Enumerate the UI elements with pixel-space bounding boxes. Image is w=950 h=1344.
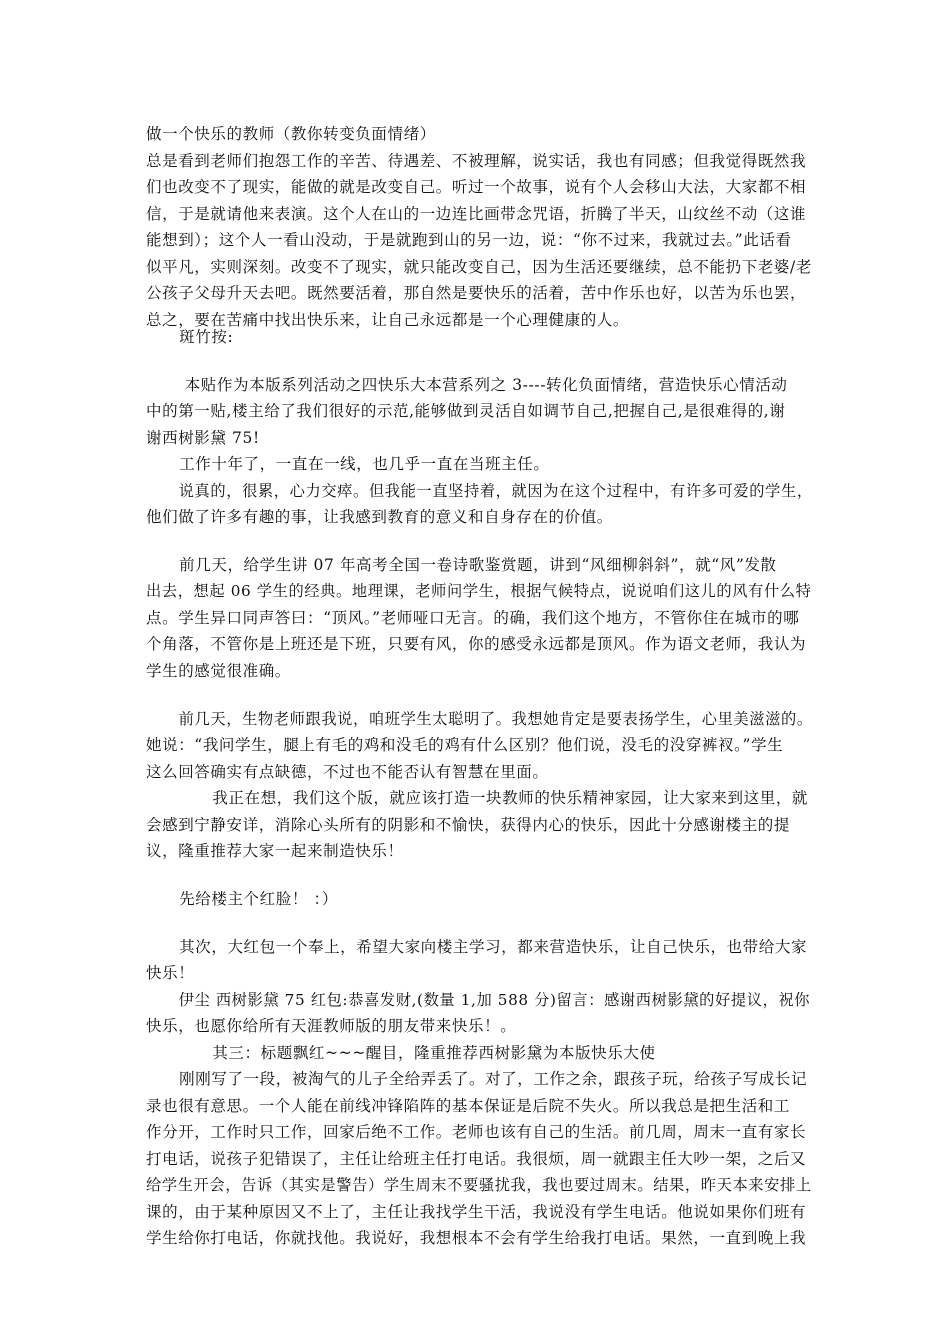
moderator-note-heading: 斑竹按: [146, 328, 234, 346]
text-line: 能想到）；这个人一看山没动，于是就跑到山的另一边，说：“你不过来，我就过去。”此话看 [146, 231, 792, 249]
text-line: 刚刚写了一段，被淘气的儿子全给弄丢了。对了，工作之余，跟孩子玩，给孩子写成长记 [146, 1070, 808, 1088]
text-line: 们也改变不了现实，能做的就是改变自己。听过一个故事，说有个人会移山大法，大家都不相 [146, 178, 807, 196]
text-line: 点。学生异口同声答曰：“顶风。”老师哑口无言。的确，我们这个地方，不管你住在城市的哪 [146, 609, 800, 627]
text-line: 总之，要在苦痛中找出快乐来，让自己永远都是一个心理健康的人。 [146, 311, 630, 329]
text-line: 会感到宁静安详，消除心头所有的阴影和不愉快，获得内心的快乐，因此十分感谢楼主的提 [146, 816, 791, 834]
text-line: 录也很有意思。一个人能在前线冲锋陷阵的基本保证是后院不失火。所以我总是把生活和工 [146, 1097, 791, 1115]
text-line: 学生的感觉很准确。 [146, 662, 291, 680]
text-line: 信，于是就请他来表演。这个人在山的一边连比画带念咒语，折腾了半天，山纹丝不动（这谁 [146, 205, 807, 223]
document-title: 做一个快乐的教师（教你转变负面情绪） [146, 125, 436, 143]
text-line: 出去，想起 06 学生的经典。地理课，老师问学生，根据气候特点，说说咱们这儿的风有什么特 [146, 582, 812, 600]
text-line: 打电话，说孩子犯错误了，主任让给班主任打电话。我很烦，周一就跟主任大吵一架，之后又 [146, 1150, 807, 1168]
text-line: 似平凡，实则深刻。改变不了现实，就只能改变自己，因为生活还要继续，总不能扔下老婆/老 [146, 258, 812, 276]
text-line: 本贴作为本版系列活动之四快乐大本营系列之 3----转化负面情绪，营造快乐心情活动 [146, 376, 788, 394]
text-line: 其次，大红包一个奉上，希望大家向楼主学习，都来营造快乐，让自己快乐，也带给大家 [146, 938, 808, 956]
text-line: 中的第一贴,楼主给了我们很好的示范,能够做到灵活自如调节自己,把握自己,是很难得的,谢 [146, 402, 786, 420]
text-line: 总是看到老师们抱怨工作的辛苦、待遇差、不被理解，说实话，我也有同感；但我觉得既然我 [146, 152, 807, 170]
text-line: 个角落，不管你是上班还是下班，只要有风，你的感受永远都是顶风。作为语文老师，我认为 [146, 635, 807, 653]
text-line: 给学生开会，告诉（其实是警告）学生周末不要骚扰我，我也要过周末。结果，昨天本来安排上 [146, 1176, 812, 1194]
text-line: 公孩子父母升天去吧。既然要活着，那自然是要快乐的活着，苦中作乐也好，以苦为乐也罢， [146, 284, 807, 302]
text-line: 其三：标题飘红~~~醒目，隆重推荐西树影黛为本版快乐大使 [146, 1044, 656, 1062]
text-line: 她说：“我问学生，腿上有毛的鸡和没毛的鸡有什么区别？他们说，没毛的没穿裤衩。”学生 [146, 736, 784, 754]
text-line: 先给楼主个红脸！ ：） [146, 890, 338, 908]
red-packet-line: 伊尘 西树影黛 75 红包:恭喜发财,(数量 1,加 588 分)留言：感谢西树影黛的好提议，祝你 [146, 991, 811, 1009]
document-page [146, 0, 816, 1344]
text-line: 快乐，也愿你给所有天涯教师版的朋友带来快乐！。 [146, 1017, 517, 1035]
text-line: 他们做了许多有趣的事，让我感到教育的意义和自身存在的价值。 [146, 508, 613, 526]
text-line: 前几天，生物老师跟我说，咱班学生太聪明了。我想她肯定是要表扬学生，心里美滋滋的。 [146, 710, 813, 728]
text-line: 谢西树影黛 75! [146, 429, 260, 447]
text-line: 工作十年了，一直在一线，也几乎一直在当班主任。 [146, 455, 550, 473]
text-line: 说真的，很累，心力交瘁。但我能一直坚持着，就因为在这个过程中，有许多可爱的学生， [146, 482, 813, 500]
text-line: 这么回答确实有点缺德，不过也不能否认有智慧在里面。 [146, 763, 549, 781]
text-line: 快乐！ [146, 964, 195, 982]
text-line: 前几天，给学生讲 07 年高考全国一卷诗歌鉴赏题，讲到“风细柳斜斜”，就“风”发散 [146, 556, 777, 574]
text-line: 课的，由于某种原因又不上了，主任让我找学生干活，我说没有学生电话。他说如果你们班有 [146, 1203, 807, 1221]
text-line: 作分开，工作时只工作，回家后绝不工作。老师也该有自己的生活。前几周，周末一直有家长 [146, 1123, 807, 1141]
text-line: 学生给你打电话，你就找他。我说好，我想根本不会有学生给我打电话。果然，一直到晚上我 [146, 1229, 807, 1247]
text-line: 我正在想，我们这个版，就应该打造一块教师的快乐精神家园，让大家来到这里，就 [146, 789, 809, 807]
text-line: 议，隆重推荐大家一起来制造快乐！ [146, 842, 404, 860]
